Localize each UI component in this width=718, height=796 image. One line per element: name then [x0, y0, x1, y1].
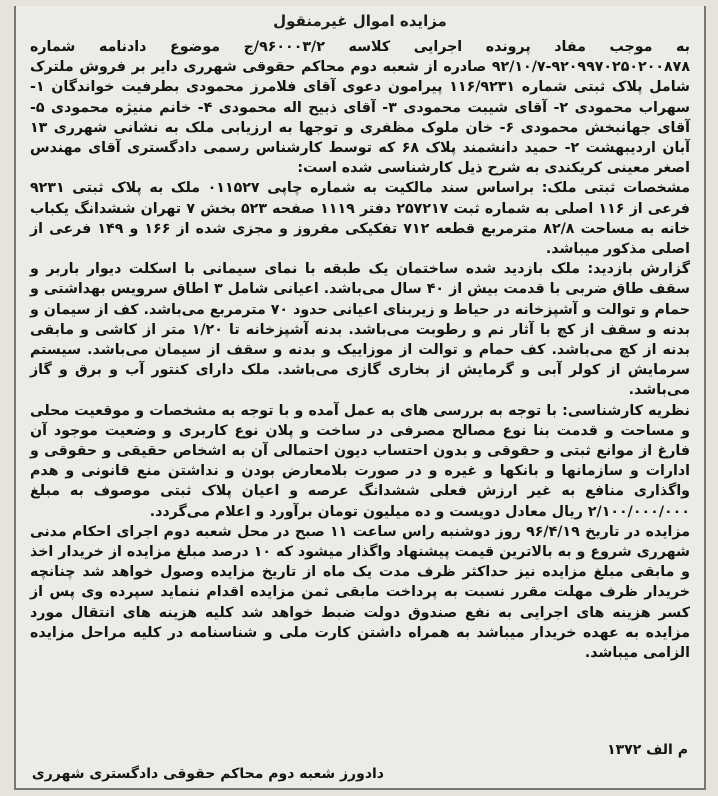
notice-code: م الف ۱۳۷۲ [607, 742, 688, 758]
notice-paragraph-intro: به موجب مفاد پرونده اجرایی کلاسه ۹۶۰۰۰۳/۲/ج موضوع دادنامه شماره ۹۲۰۹۹۷۰۲۵۰۲۰۰۸۷۸-۹۲/۱۰/۷ صادره از شعبه دوم محاکم حقوقی شهرری دایر بر فروش ملترک شامل پلاک ثبتی شماره ۱۱۶/۹۲۳۱ پیرامون دعوی آقای فلامرز محمودی بطرفیت خواندگان ۱- سهراب محمودی ۲- آقای شیبت محمودی ۳- آقای ذبیح اله محمودی ۴- خانم منیژه محمودی ۵- آقای جهانبخش محمودی ۶- خان ملوک مظفری و توجها به ارزیابی ملک به نشانی شهرری ۱۳ آبان اردیبهشت ۲- حمید دانشمند پلاک ۶۸ که توسط کارشناس رسمی دادگستری آقای مهندس اصغر معینی کریکندی به شرح ذیل کارشناسی شده است: [30, 39, 691, 177]
notice-paragraph-auction-terms: مزایده در تاریخ ۹۶/۴/۱۹ روز دوشنبه راس ساعت ۱۱ صبح در محل شعبه دوم اجرای احکام مدنی شهرری شروع و به بالاترین قیمت پیشنهاد واگذار میشود که ۱۰ درصد مبلغ مزایده از خریدار اخذ و مابقی مبلغ مزایده نیز حداکثر ظرف مدت یک ماه از تاریخ مزایده وصول خواهد شد چنانچه خریدار ظرف مهلت مقرر نسبت به پرداخت مابقی ثمن مزایده اقدام ننماید سپرده وی پس از کسر هزینه های اجرایی به نفع صندوق دولت ضبط خواهد شد کلیه هزینه های انتقال مورد مزایده به عهده خریدار میباشد به همراه داشتن کارت ملی و شناسنامه در کلیه مراحل مزایده الزامی میباشد. [30, 523, 691, 662]
notice-body [30, 37, 690, 663]
legal-notice [14, 6, 706, 790]
notice-title: مزایده اموال غیرمنقول [273, 12, 447, 30]
notice-paragraph-inspection: گزارش بازدید: ملک بازدید شده ساختمان یک طبقه با نمای سیمانی با اسکلت دیوار باربر و سقف طاق ضربی با قدمت بیش از ۴۰ سال می‌باشد. اعیانی شامل ۳ اطاق سرویس بهداشتی و حمام و توالت و آشپزخانه در حیاط و زیربنای اعیانی حدود ۷۰ مترمربع می‌باشد. کف از سیمان و بدنه و سقف از کچ با آثار نم و رطوبت می‌باشد. بدنه آشپزخانه تا ۱/۲۰ متر از کاشی و مابقی بدنه از کچ می‌باشد. کف حمام و توالت از موزاییک و بدنه و سقف از سیمان می‌باشد. سیستم سرمایش از کولر آبی و گرمایش از بخاری گازی می‌باشد. ملک دارای کنتور آب و برق و گاز می‌باشد. [30, 261, 690, 399]
notice-paragraph-registration: مشخصات ثبتی ملک: براساس سند مالکیت به شماره چاپی ۰۱۱۵۲۷ ملک به پلاک ثبتی ۹۲۳۱ فرعی از ۱۱۶ اصلی به شماره ثبت ۲۵۷۲۱۷ دفتر ۱۱۱۹ صفحه ۵۲۳ بخش ۷ تهران ششدانگ یکباب خانه به مساحت ۸۲/۸ مترمربع قطعه ۷۱۲ تفکیکی مفروز و مجزی شده از ۱۶۶ و ۱۴۹ فرعی از اصلی مذکور میباشد. [30, 180, 690, 258]
notice-signature: دادورز شعبه دوم محاکم حقوقی دادگستری شهرری [31, 766, 384, 782]
notice-paragraph-expert-opinion: نظریه کارشناسی: با توجه به بررسی های به عمل آمده و با توجه به مشخصات و موقعیت محلی و مساحت و قدمت بنا نوع مصالح مصرفی در ساخت و پلان نوع کاربری و وضعیت موجود آن فارغ از موانع ثبتی و حقوقی و بدون احتساب دیون احتمالی آن به اشخاص حقیقی و حقوقی و ادارات و سازمانها و بانکها و غیره و در صورت بلامعارض بودن و نداشتن منع قانونی و هدم واگذاری منافع به غیر ارزش فعلی ششدانگ عرصه و اعیان پلاک ثبتی موصوف به مبلغ ۲/۱۰۰/۰۰۰/۰۰۰ ریال معادل دویست و ده میلیون تومان برآورد و اعلام می‌گردد. [30, 402, 690, 520]
